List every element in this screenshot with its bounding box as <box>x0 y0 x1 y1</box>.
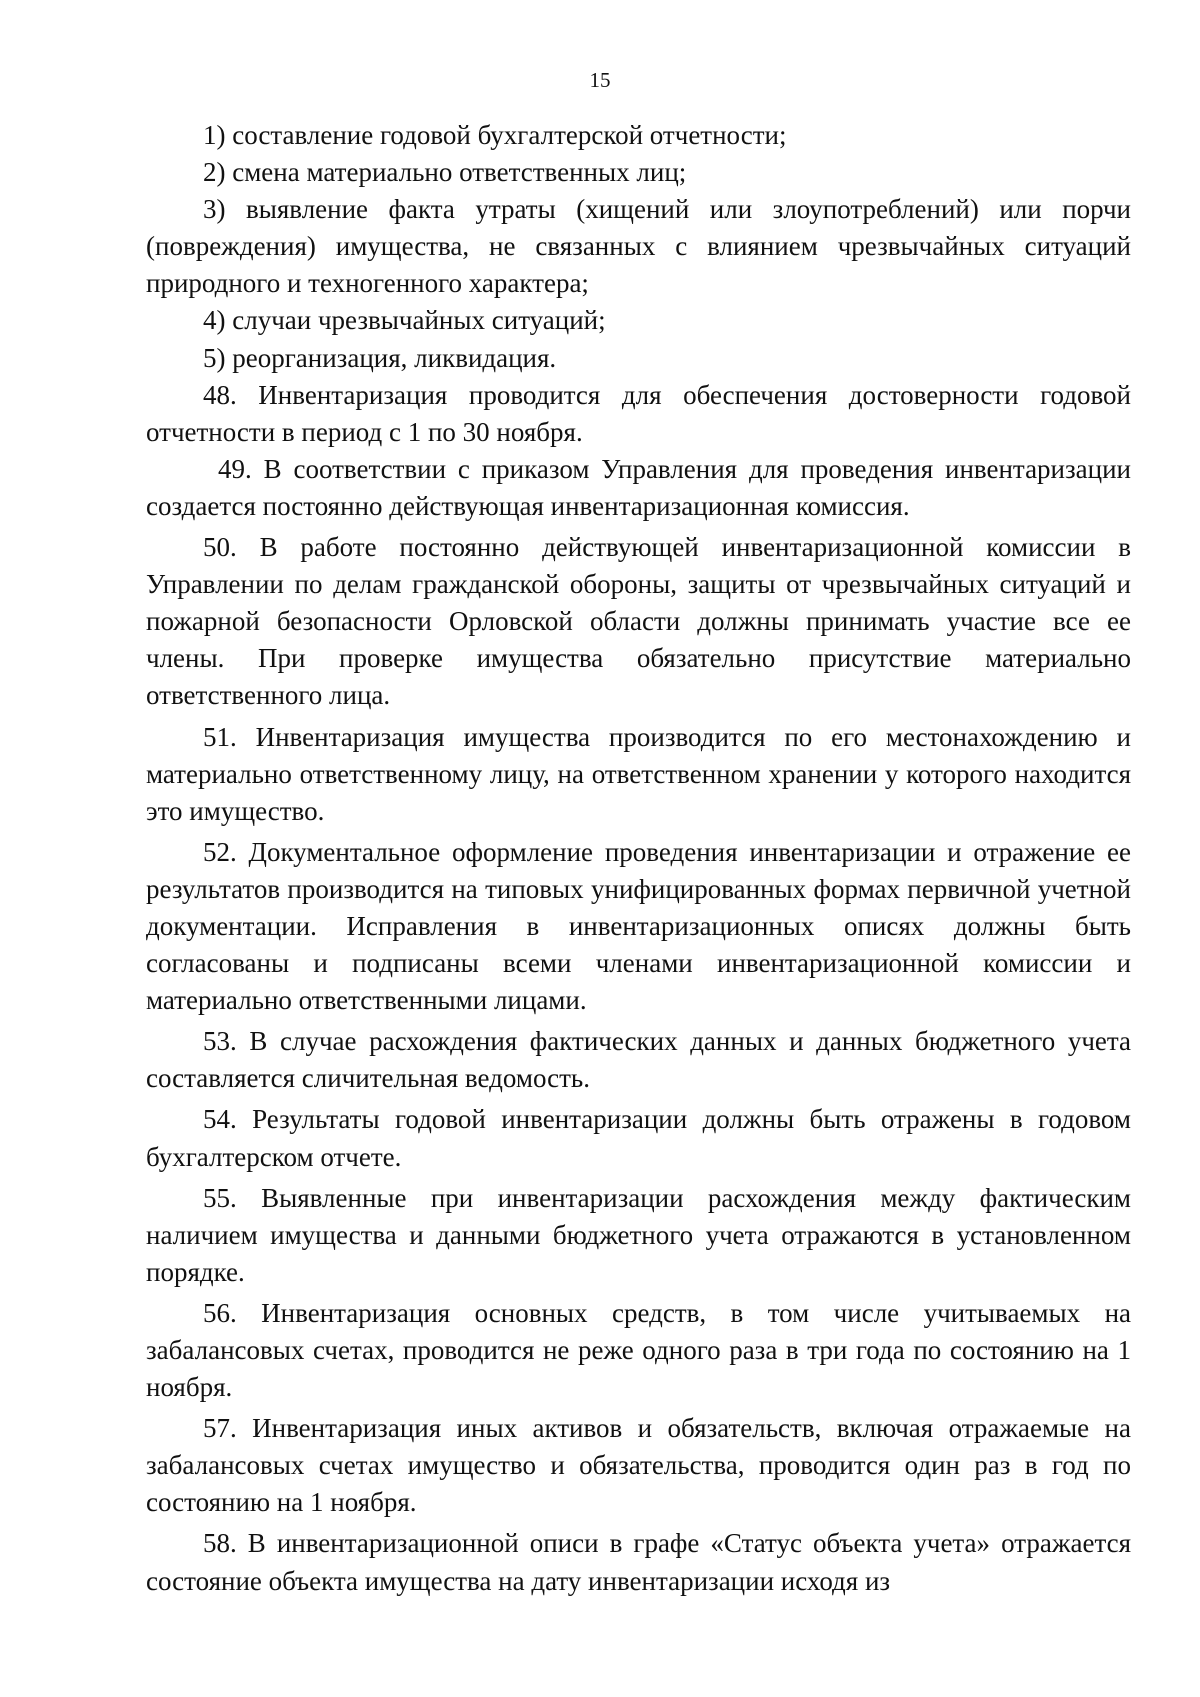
list-item: 5) реорганизация, ликвидация. <box>203 342 557 373</box>
paragraph-50: 50. В работе постоянно действующей инвентаризационной комиссии в Управлении по делам гражданской обороны, защиты от чрезвычайных ситуаций и пожарной безопасности Орловской области должны принимать участие все ее члены. При проверке имущества обязательно присутствие материально ответственного лица. <box>146 532 1131 711</box>
paragraph-53: 53. В случае расхождения фактических данных и данных бюджетного учета составляется сличительная ведомость. <box>146 1026 1131 1094</box>
list-item: 3) выявление факта утраты (хищений или злоупотреблений) или порчи (повреждения) имущества, не связанных с влиянием чрезвычайных ситуаций природного и техногенного характера; <box>146 194 1131 299</box>
page-number: 15 <box>589 68 611 92</box>
document-body <box>146 117 1131 1600</box>
paragraph-55: 55. Выявленные при инвентаризации расхождения между фактическим наличием имущества и данными бюджетного учета отражаются в установленном порядке. <box>146 1182 1131 1287</box>
paragraph-51: 51. Инвентаризация имущества производится по его местонахождению и материально ответственному лицу, на ответственном хранении у которого находится это имущество. <box>146 721 1131 826</box>
paragraph-52: 52. Документальное оформление проведения инвентаризации и отражение ее результатов производится на типовых унифицированных формах первичной учетной документации. Исправления в инвентаризационных описях должны быть согласованы и подписаны всеми членами инвентаризационной комиссии и материально ответственными лицами. <box>146 836 1131 1016</box>
paragraph-48: 48. Инвентаризация проводится для обеспечения достоверности годовой отчетности в период с 1 по 30 ноября. <box>146 379 1131 447</box>
list-item: 4) случаи чрезвычайных ситуаций; <box>203 305 606 336</box>
paragraph-58: 58. В инвентаризационной описи в графе «Статус объекта учета» отражается состояние объекта имущества на дату инвентаризации исходя из <box>146 1528 1131 1596</box>
list-item: 1) составление годовой бухгалтерской отчетности; <box>203 120 787 150</box>
paragraph-49: 49. В соответствии с приказом Управления для проведения инвентаризации создается постоянно действующая инвентаризационная комиссия. <box>146 453 1131 521</box>
paragraph-56: 56. Инвентаризация основных средств, в том числе учитываемых на забалансовых счетах, проводится не реже одного раза в три года по состоянию на 1 ноября. <box>146 1297 1131 1403</box>
list-item: 2) смена материально ответственных лиц; <box>203 157 687 188</box>
paragraph-57: 57. Инвентаризация иных активов и обязательств, включая отражаемые на забалансовых счетах имущество и обязательства, проводится один раз в год по состоянию на 1 ноября. <box>146 1413 1131 1518</box>
paragraph-54: 54. Результаты годовой инвентаризации должны быть отражены в годовом бухгалтерском отчете. <box>146 1104 1131 1172</box>
